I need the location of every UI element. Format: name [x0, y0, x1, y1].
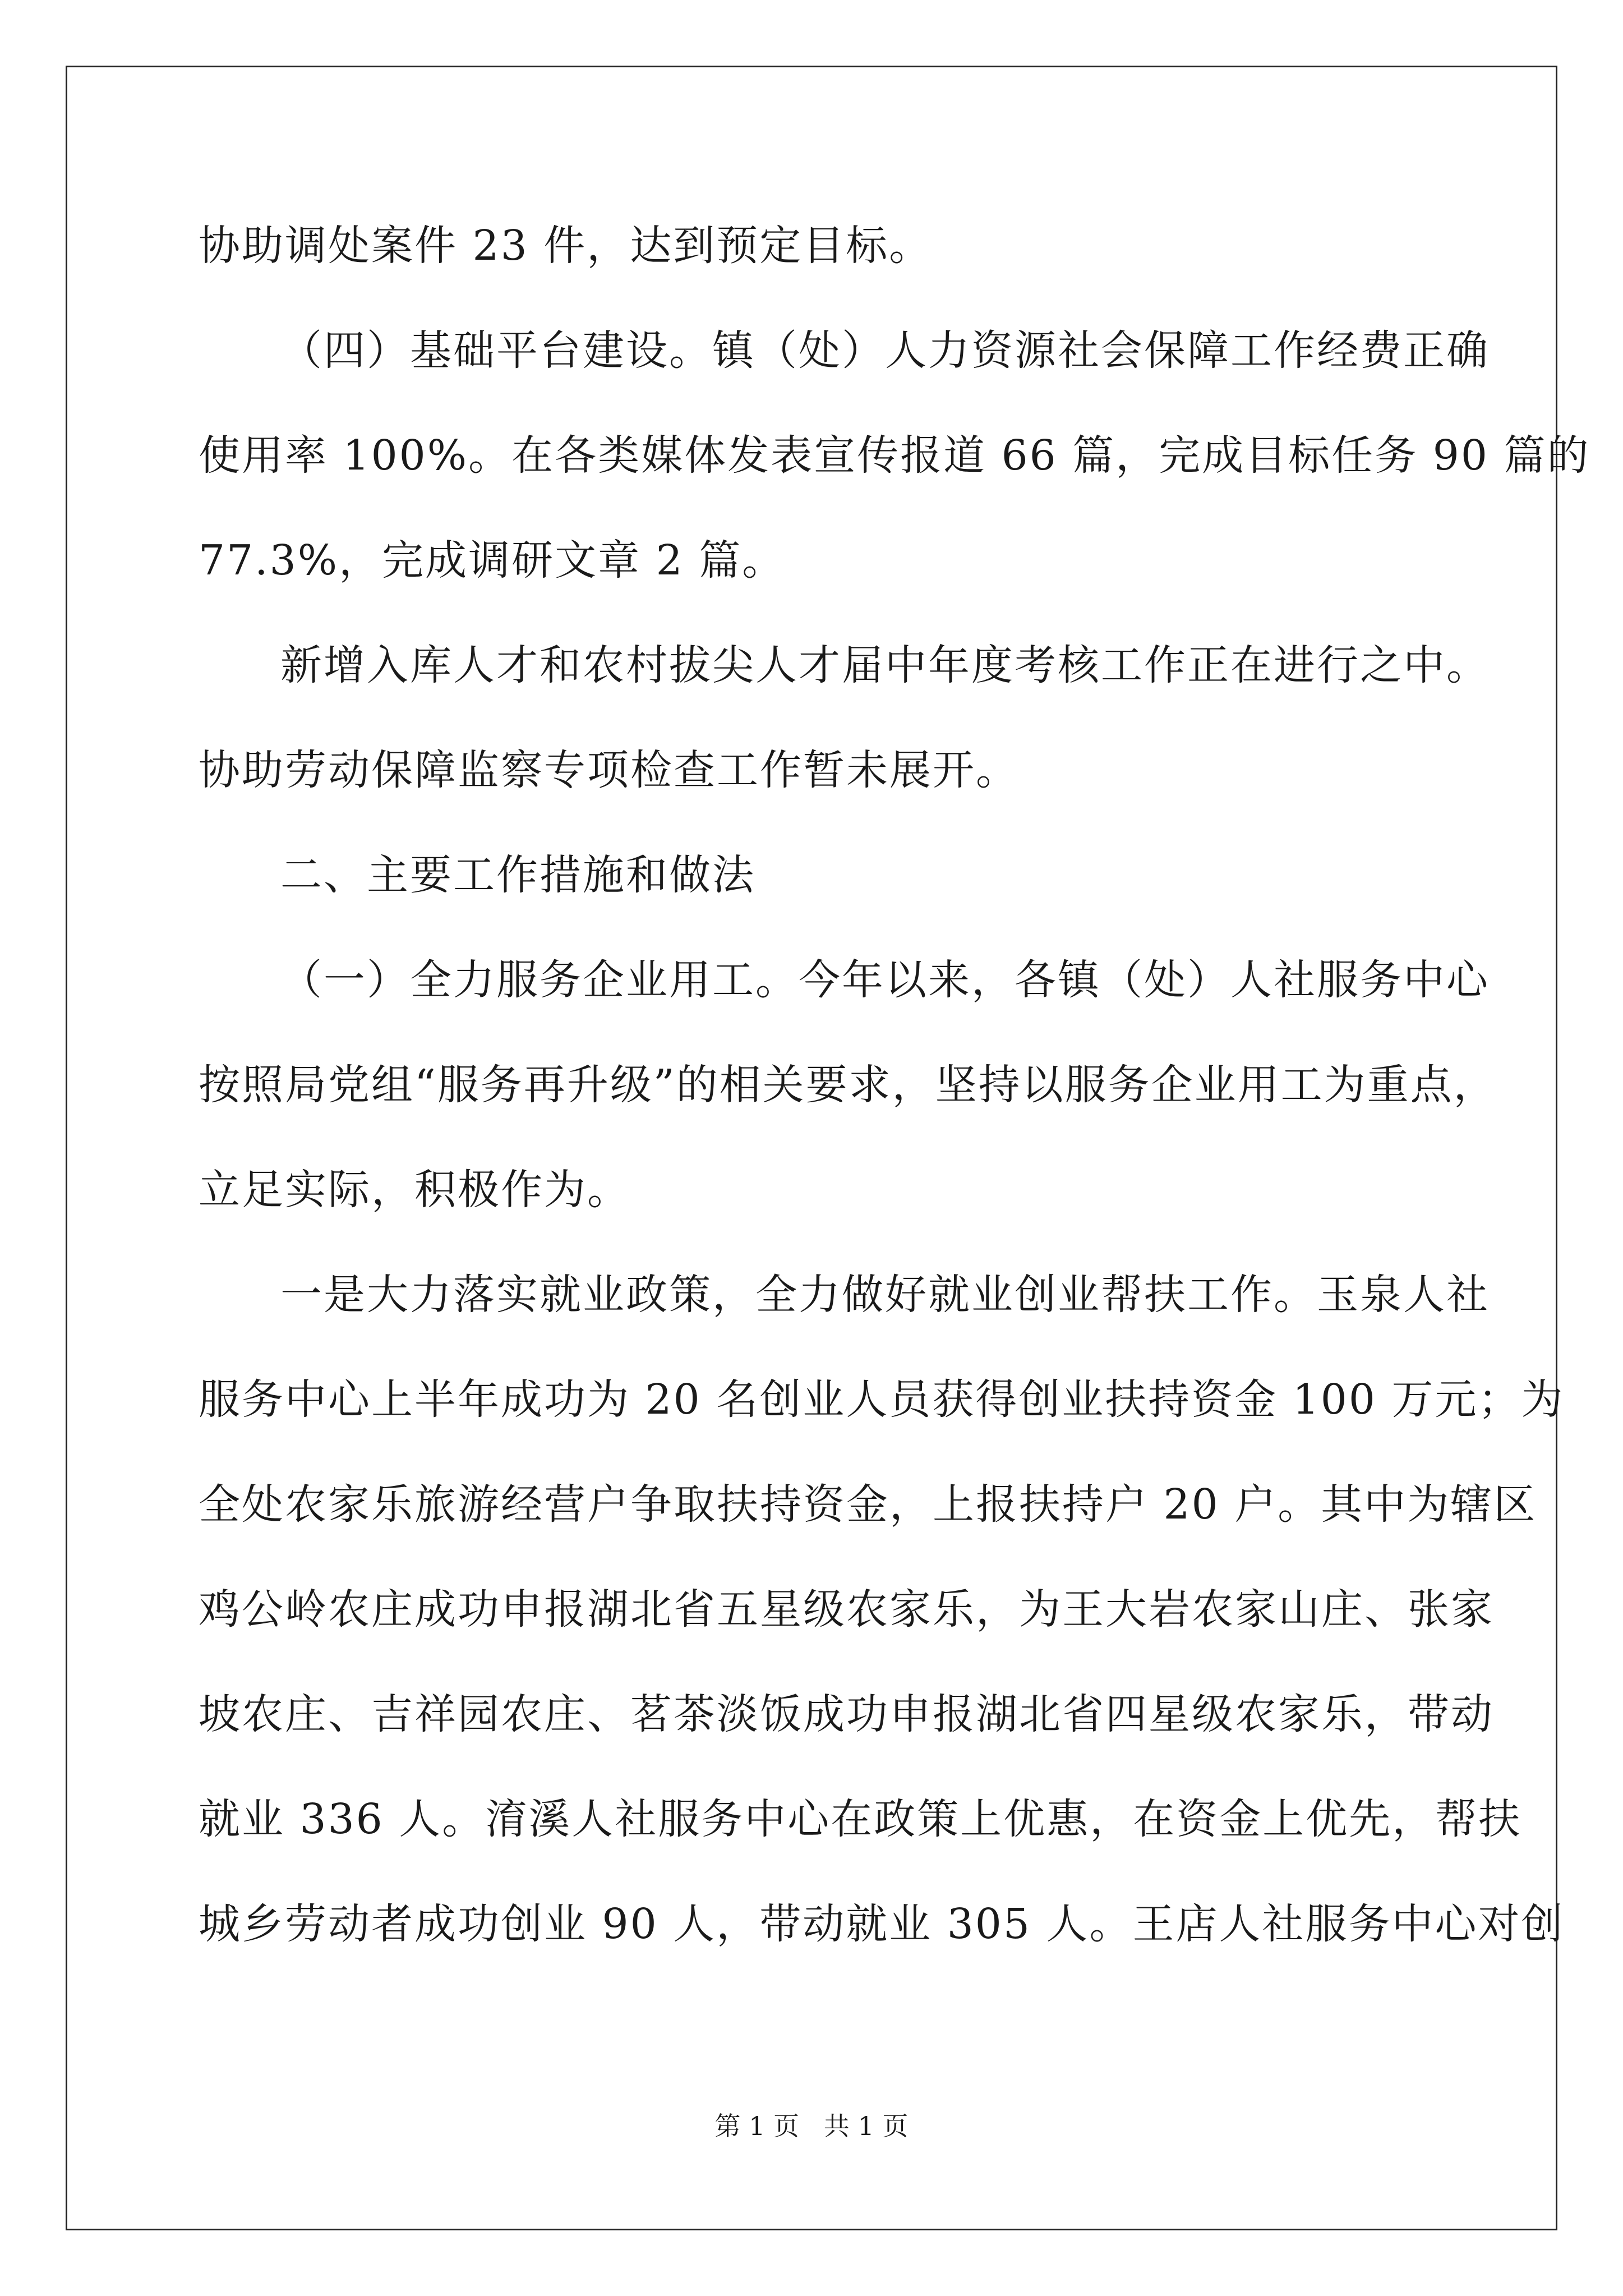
- text-line: 77.3%，完成调研文章 2 篇。: [199, 536, 786, 585]
- text-line: 服务中心上半年成功为 20 名创业人员获得创业扶持资金 100 万元；为: [199, 1375, 1565, 1424]
- text-line: 一是大力落实就业政策，全力做好就业创业帮扶工作。玉泉人社: [280, 1271, 1490, 1319]
- text-line: 鸡公岭农庄成功申报湖北省五星级农家乐，为王大岩农家山庄、张家: [199, 1585, 1494, 1634]
- document-body: [199, 219, 1590, 2002]
- text-line: （一）全力服务企业用工。今年以来，各镇（处）人社服务中心: [280, 956, 1490, 1004]
- text-line: 全处农家乐旅游经营户争取扶持资金，上报扶持户 20 户。其中为辖区: [199, 1480, 1537, 1529]
- text-line: 协助调处案件 23 件，达到预定目标。: [199, 222, 933, 270]
- page-number: 第 1 页 共 1 页: [714, 2111, 909, 2141]
- text-line: （四）基础平台建设。镇（处）人力资源社会保障工作经费正确: [280, 326, 1490, 375]
- text-line: 就业 336 人。淯溪人社服务中心在政策上优惠，在资金上优先，帮扶: [199, 1795, 1522, 1843]
- text-line: 按照局党组“服务再升级”的相关要求，坚持以服务企业用工为重点，: [199, 1061, 1497, 1109]
- section-heading: 二、主要工作措施和做法: [280, 851, 755, 899]
- text-line: 协助劳动保障监察专项检查工作暂未展开。: [199, 746, 1019, 794]
- text-line: 坡农庄、吉祥园农庄、茗茶淡饭成功申报湖北省四星级农家乐，带动: [199, 1690, 1494, 1738]
- text-line: 城乡劳动者成功创业 90 人，带动就业 305 人。王店人社服务中心对创: [199, 1900, 1565, 1948]
- text-line: 立足实际，积极作为。: [199, 1166, 630, 1214]
- text-line: 使用率 100%。在各类媒体发表宣传报道 66 篇，完成目标任务 90 篇的: [199, 431, 1590, 480]
- text-line: 新增入库人才和农村拔尖人才届中年度考核工作正在进行之中。: [280, 641, 1490, 689]
